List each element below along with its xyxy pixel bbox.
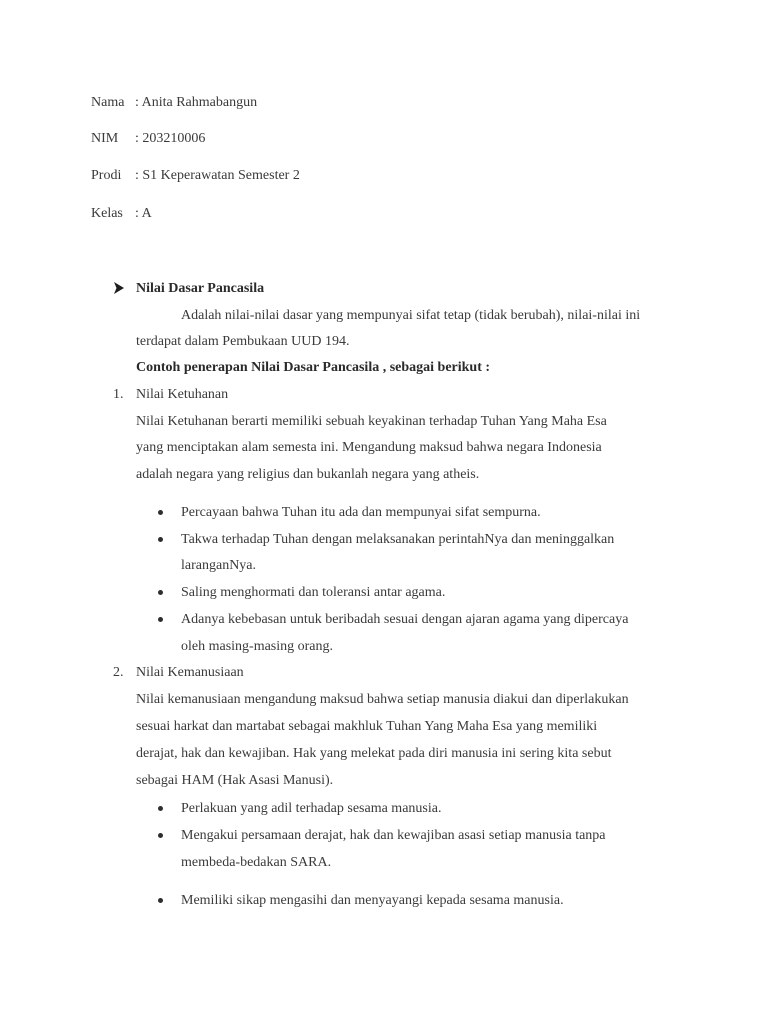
- nim-value: : 203210006: [135, 131, 206, 146]
- item-desc-line: derajat, hak dan kewajiban. Hak yang melekat pada diri manusia ini sering kita sebut: [136, 746, 612, 761]
- bullet-dot-icon: [158, 806, 163, 811]
- item-desc-line: Nilai Ketuhanan berarti memiliki sebuah keyakinan terhadap Tuhan Yang Maha Esa: [136, 414, 607, 429]
- list-item-continuation: membeda-bedakan SARA.: [181, 855, 332, 870]
- list-item: Mengakui persamaan derajat, hak dan kewajiban asasi setiap manusia tanpa: [181, 828, 606, 843]
- item-desc-line: Nilai kemanusiaan mengandung maksud bahwa setiap manusia diakui dan diperlakukan: [136, 692, 629, 707]
- bullet-dot-icon: [158, 833, 163, 838]
- item-desc-line: sesuai harkat dan martabat sebagai makhluk Tuhan Yang Maha Esa yang memiliki: [136, 719, 598, 734]
- list-item: Percayaan bahwa Tuhan itu ada dan mempunyai sifat sempurna.: [181, 505, 541, 520]
- list-item-continuation: oleh masing-masing orang.: [181, 639, 334, 654]
- bullet-dot-icon: [158, 590, 163, 595]
- name-label: Nama: [91, 95, 125, 110]
- bullet-dot-icon: [158, 510, 163, 515]
- item-number: 1.: [113, 387, 124, 402]
- item-desc-line: adalah negara yang religius dan bukanlah negara yang atheis.: [136, 467, 480, 482]
- section-heading: Nilai Dasar Pancasila: [136, 281, 265, 296]
- examples-heading: Contoh penerapan Nilai Dasar Pancasila , sebagai berikut :: [136, 360, 491, 375]
- list-item: Takwa terhadap Tuhan dengan melaksanakan perintahNya dan meninggalkan: [181, 532, 615, 547]
- bullet-dot-icon: [158, 537, 163, 542]
- prodi-value: : S1 Keperawatan Semester 2: [135, 168, 300, 183]
- item-title: Nilai Ketuhanan: [136, 387, 229, 402]
- kelas-value: : A: [135, 206, 152, 221]
- bullet-dot-icon: [158, 898, 163, 903]
- arrow-bullet-icon: [113, 282, 125, 294]
- nim-label: NIM: [91, 131, 119, 146]
- list-item: Adanya kebebasan untuk beribadah sesuai dengan ajaran agama yang dipercaya: [181, 612, 629, 627]
- prodi-label: Prodi: [91, 168, 122, 183]
- item-number: 2.: [113, 665, 124, 680]
- intro-line-1: Adalah nilai-nilai dasar yang mempunyai sifat tetap (tidak berubah), nilai-nilai ini: [181, 308, 641, 323]
- list-item: Memiliki sikap mengasihi dan menyayangi kepada sesama manusia.: [181, 893, 564, 908]
- kelas-label: Kelas: [91, 206, 123, 221]
- item-title: Nilai Kemanusiaan: [136, 665, 244, 680]
- intro-line-2: terdapat dalam Pembukaan UUD 194.: [136, 334, 350, 349]
- item-desc-line: sebagai HAM (Hak Asasi Manusi).: [136, 773, 334, 788]
- list-item: Perlakuan yang adil terhadap sesama manusia.: [181, 801, 442, 816]
- list-item: Saling menghormati dan toleransi antar agama.: [181, 585, 446, 600]
- bullet-dot-icon: [158, 617, 163, 622]
- item-desc-line: yang menciptakan alam semesta ini. Mengandung maksud bahwa negara Indonesia: [136, 440, 602, 455]
- name-value: : Anita Rahmabangun: [135, 95, 258, 110]
- list-item-continuation: laranganNya.: [181, 558, 257, 573]
